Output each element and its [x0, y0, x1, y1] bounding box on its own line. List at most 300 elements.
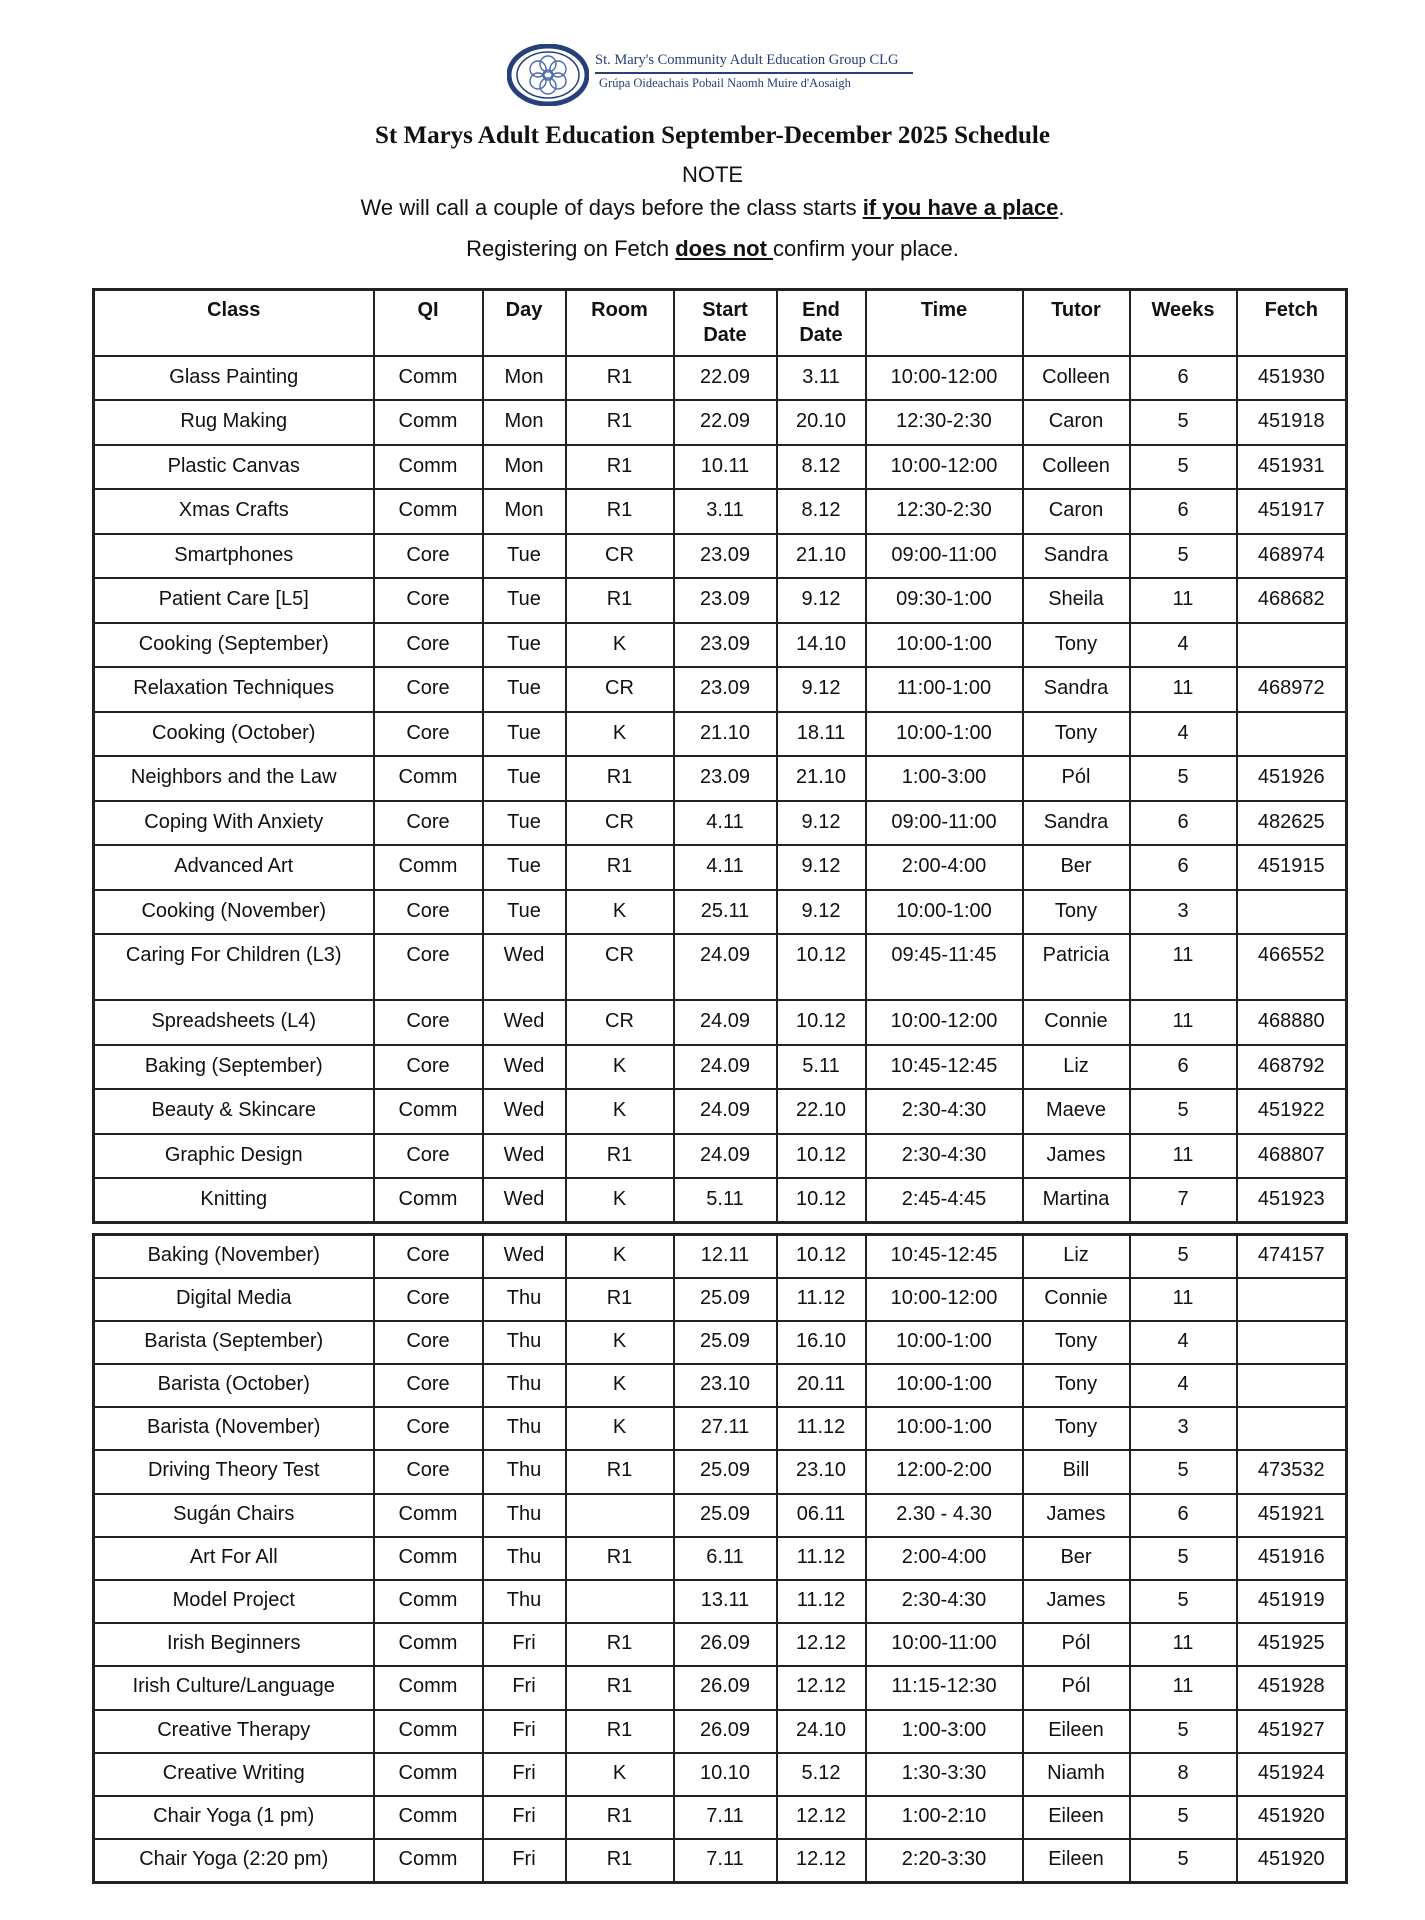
note-line-call-end: .: [1058, 195, 1065, 220]
cell-weeks: 11: [1130, 578, 1237, 623]
table-row: [94, 1580, 1347, 1623]
cell-room: R1: [566, 1839, 674, 1882]
cell-qi: Comm: [374, 756, 483, 801]
cell-class: Smartphones: [94, 534, 374, 579]
cell-weeks: 5: [1130, 445, 1237, 490]
cell-tutor: Colleen: [1023, 445, 1130, 490]
cell-tutor: Connie: [1023, 1278, 1130, 1321]
cell-day: Fri: [483, 1753, 566, 1796]
cell-fetch: [1237, 890, 1347, 935]
cell-day: Thu: [483, 1278, 566, 1321]
cell-class: Irish Beginners: [94, 1623, 374, 1666]
cell-class: Rug Making: [94, 400, 374, 445]
cell-start-date: 12.11: [674, 1235, 777, 1278]
table-row: [94, 623, 1347, 668]
cell-time: 10:00-1:00: [866, 623, 1023, 668]
cell-qi: Comm: [374, 400, 483, 445]
cell-weeks: 5: [1130, 534, 1237, 579]
cell-tutor: Pól: [1023, 756, 1130, 801]
cell-end-date: 10.12: [777, 1134, 866, 1179]
cell-qi: Core: [374, 1000, 483, 1045]
cell-day: Tue: [483, 712, 566, 757]
table-row: [94, 845, 1347, 890]
cell-qi: Comm: [374, 1666, 483, 1709]
cell-end-date: 12.12: [777, 1796, 866, 1839]
cell-day: Thu: [483, 1580, 566, 1623]
cell-tutor: Sandra: [1023, 534, 1130, 579]
table-row: [94, 1710, 1347, 1753]
column-header-qi: QI: [374, 290, 483, 356]
cell-tutor: Tony: [1023, 1364, 1130, 1407]
cell-end-date: 12.12: [777, 1839, 866, 1882]
cell-qi: Core: [374, 1045, 483, 1090]
cell-qi: Core: [374, 712, 483, 757]
table-row: [94, 890, 1347, 935]
cell-class: Barista (September): [94, 1321, 374, 1364]
cell-weeks: 6: [1130, 845, 1237, 890]
cell-fetch: 451927: [1237, 1710, 1347, 1753]
column-header-class: Class: [94, 290, 374, 356]
cell-end-date: 9.12: [777, 845, 866, 890]
cell-end-date: 9.12: [777, 667, 866, 712]
cell-day: Wed: [483, 1089, 566, 1134]
cell-fetch: 451921: [1237, 1494, 1347, 1537]
table-row: [94, 934, 1347, 1000]
table-row: [94, 1839, 1347, 1882]
cell-weeks: 6: [1130, 1045, 1237, 1090]
cell-tutor: Patricia: [1023, 934, 1130, 1000]
cell-start-date: 24.09: [674, 1089, 777, 1134]
cell-day: Thu: [483, 1537, 566, 1580]
cell-class: Digital Media: [94, 1278, 374, 1321]
cell-day: Fri: [483, 1666, 566, 1709]
cell-qi: Comm: [374, 489, 483, 534]
cell-end-date: 11.12: [777, 1278, 866, 1321]
cell-weeks: 5: [1130, 756, 1237, 801]
cell-day: Wed: [483, 1178, 566, 1223]
cell-start-date: 24.09: [674, 1000, 777, 1045]
table-row: [94, 1178, 1347, 1223]
cell-day: Wed: [483, 934, 566, 1000]
cell-fetch: [1237, 623, 1347, 668]
cell-qi: Core: [374, 890, 483, 935]
note-line-fetch-emphasis: does not: [675, 236, 774, 261]
cell-room: K: [566, 623, 674, 668]
cell-fetch: 451924: [1237, 1753, 1347, 1796]
cell-room: R1: [566, 1666, 674, 1709]
table-row: [94, 578, 1347, 623]
cell-room: K: [566, 1089, 674, 1134]
cell-room: R1: [566, 756, 674, 801]
cell-class: Barista (November): [94, 1407, 374, 1450]
cell-weeks: 7: [1130, 1178, 1237, 1223]
cell-room: R1: [566, 356, 674, 401]
cell-class: Cooking (October): [94, 712, 374, 757]
column-header-fetch: Fetch: [1237, 290, 1347, 356]
cell-time: 10:00-12:00: [866, 1000, 1023, 1045]
cell-fetch: [1237, 1407, 1347, 1450]
table-row: [94, 534, 1347, 579]
cell-tutor: Eileen: [1023, 1839, 1130, 1882]
cell-start-date: 26.09: [674, 1710, 777, 1753]
cell-start-date: 13.11: [674, 1580, 777, 1623]
cell-room: R1: [566, 489, 674, 534]
cell-fetch: 451915: [1237, 845, 1347, 890]
cell-fetch: 451920: [1237, 1796, 1347, 1839]
cell-room: CR: [566, 801, 674, 846]
cell-start-date: 3.11: [674, 489, 777, 534]
cell-class: Cooking (November): [94, 890, 374, 935]
cell-tutor: Bill: [1023, 1450, 1130, 1493]
cell-end-date: 12.12: [777, 1666, 866, 1709]
cell-tutor: Liz: [1023, 1235, 1130, 1278]
cell-end-date: 8.12: [777, 445, 866, 490]
cell-day: Thu: [483, 1450, 566, 1493]
cell-weeks: 6: [1130, 1494, 1237, 1537]
cell-day: Tue: [483, 667, 566, 712]
table-row: [94, 667, 1347, 712]
cell-class: Creative Writing: [94, 1753, 374, 1796]
column-header-weeks: Weeks: [1130, 290, 1237, 356]
cell-time: 09:00-11:00: [866, 801, 1023, 846]
table-row: [94, 756, 1347, 801]
cell-qi: Comm: [374, 845, 483, 890]
cell-tutor: Sheila: [1023, 578, 1130, 623]
cell-room: K: [566, 1235, 674, 1278]
table-row: [94, 1537, 1347, 1580]
cell-tutor: Sandra: [1023, 801, 1130, 846]
cell-room: [566, 1494, 674, 1537]
cell-qi: Core: [374, 1321, 483, 1364]
cell-day: Wed: [483, 1134, 566, 1179]
cell-qi: Core: [374, 667, 483, 712]
cell-weeks: 3: [1130, 890, 1237, 935]
cell-fetch: 473532: [1237, 1450, 1347, 1493]
cell-day: Tue: [483, 801, 566, 846]
cell-weeks: 6: [1130, 801, 1237, 846]
cell-qi: Comm: [374, 1537, 483, 1580]
cell-time: 2:30-4:30: [866, 1580, 1023, 1623]
cell-qi: Core: [374, 1364, 483, 1407]
cell-start-date: 7.11: [674, 1839, 777, 1882]
cell-weeks: 5: [1130, 1710, 1237, 1753]
cell-fetch: 468807: [1237, 1134, 1347, 1179]
cell-fetch: 451919: [1237, 1580, 1347, 1623]
cell-qi: Core: [374, 534, 483, 579]
cell-room: R1: [566, 578, 674, 623]
cell-day: Thu: [483, 1364, 566, 1407]
cell-qi: Core: [374, 1407, 483, 1450]
cell-end-date: 10.12: [777, 1235, 866, 1278]
cell-day: Wed: [483, 1235, 566, 1278]
cell-fetch: [1237, 1321, 1347, 1364]
logo-divider: [595, 72, 913, 74]
cell-class: Glass Painting: [94, 356, 374, 401]
cell-weeks: 5: [1130, 1450, 1237, 1493]
cell-end-date: 20.10: [777, 400, 866, 445]
cell-start-date: 23.09: [674, 667, 777, 712]
cell-fetch: 451917: [1237, 489, 1347, 534]
cell-day: Tue: [483, 534, 566, 579]
column-header-tutor: Tutor: [1023, 290, 1130, 356]
cell-time: 11:15-12:30: [866, 1666, 1023, 1709]
cell-tutor: Pól: [1023, 1623, 1130, 1666]
column-header-day: Day: [483, 290, 566, 356]
cell-weeks: 5: [1130, 1089, 1237, 1134]
org-name-english: St. Mary's Community Adult Education Group CLG: [595, 52, 899, 68]
schedule-table-part1: [92, 288, 1348, 1224]
cell-room: K: [566, 1045, 674, 1090]
cell-room: K: [566, 1178, 674, 1223]
table-row: [94, 1134, 1347, 1179]
cell-time: 1:30-3:30: [866, 1753, 1023, 1796]
cell-time: 10:00-1:00: [866, 1407, 1023, 1450]
cell-day: Fri: [483, 1623, 566, 1666]
schedule-table-part2: [92, 1233, 1348, 1884]
cell-qi: Core: [374, 1134, 483, 1179]
cell-tutor: Sandra: [1023, 667, 1130, 712]
cell-end-date: 24.10: [777, 1710, 866, 1753]
cell-end-date: 18.11: [777, 712, 866, 757]
cell-class: Spreadsheets (L4): [94, 1000, 374, 1045]
cell-day: Fri: [483, 1710, 566, 1753]
cell-tutor: James: [1023, 1580, 1130, 1623]
cell-tutor: Caron: [1023, 400, 1130, 445]
cell-qi: Comm: [374, 445, 483, 490]
cell-qi: Comm: [374, 1089, 483, 1134]
cell-room: CR: [566, 1000, 674, 1045]
cell-day: Thu: [483, 1321, 566, 1364]
cell-class: Irish Culture/Language: [94, 1666, 374, 1709]
cell-tutor: Tony: [1023, 1321, 1130, 1364]
cell-start-date: 23.09: [674, 578, 777, 623]
cell-class: Graphic Design: [94, 1134, 374, 1179]
cell-tutor: Eileen: [1023, 1710, 1130, 1753]
table-row: [94, 400, 1347, 445]
cell-end-date: 10.12: [777, 1000, 866, 1045]
cell-start-date: 10.11: [674, 445, 777, 490]
cell-class: Relaxation Techniques: [94, 667, 374, 712]
cell-end-date: 22.10: [777, 1089, 866, 1134]
cell-time: 10:00-1:00: [866, 890, 1023, 935]
cell-class: Caring For Children (L3): [94, 934, 374, 1000]
cell-time: 10:00-12:00: [866, 1278, 1023, 1321]
page-title: St Marys Adult Education September-December 2025 Schedule: [375, 122, 1050, 149]
cell-qi: Comm: [374, 1796, 483, 1839]
cell-start-date: 23.09: [674, 623, 777, 668]
cell-qi: Core: [374, 623, 483, 668]
cell-end-date: 11.12: [777, 1580, 866, 1623]
cell-weeks: 4: [1130, 712, 1237, 757]
cell-time: 2.30 - 4.30: [866, 1494, 1023, 1537]
cell-weeks: 11: [1130, 934, 1237, 1000]
cell-fetch: 468972: [1237, 667, 1347, 712]
cell-tutor: James: [1023, 1494, 1130, 1537]
cell-class: Model Project: [94, 1580, 374, 1623]
cell-time: 2:00-4:00: [866, 845, 1023, 890]
cell-time: 2:45-4:45: [866, 1178, 1023, 1223]
cell-fetch: [1237, 1364, 1347, 1407]
cell-fetch: [1237, 712, 1347, 757]
cell-weeks: 5: [1130, 400, 1237, 445]
cell-end-date: 21.10: [777, 756, 866, 801]
cell-end-date: 06.11: [777, 1494, 866, 1537]
cell-fetch: 468880: [1237, 1000, 1347, 1045]
cell-end-date: 12.12: [777, 1623, 866, 1666]
cell-weeks: 11: [1130, 1278, 1237, 1321]
cell-room: K: [566, 1364, 674, 1407]
cell-room: R1: [566, 845, 674, 890]
cell-end-date: 14.10: [777, 623, 866, 668]
cell-day: Mon: [483, 356, 566, 401]
cell-end-date: 9.12: [777, 578, 866, 623]
note-line-fetch-text: Registering on Fetch: [466, 236, 676, 261]
table-row: [94, 1364, 1347, 1407]
cell-weeks: 5: [1130, 1235, 1237, 1278]
cell-start-date: 21.10: [674, 712, 777, 757]
cell-room: K: [566, 1321, 674, 1364]
cell-tutor: Connie: [1023, 1000, 1130, 1045]
table-row: [94, 1000, 1347, 1045]
cell-day: Mon: [483, 489, 566, 534]
cell-day: Wed: [483, 1000, 566, 1045]
cell-weeks: 4: [1130, 1321, 1237, 1364]
cell-tutor: Ber: [1023, 845, 1130, 890]
cell-time: 12:00-2:00: [866, 1450, 1023, 1493]
cell-room: R1: [566, 1796, 674, 1839]
cell-start-date: 6.11: [674, 1537, 777, 1580]
table-row: [94, 1407, 1347, 1450]
cell-day: Tue: [483, 756, 566, 801]
cell-end-date: 9.12: [777, 801, 866, 846]
cell-fetch: 451916: [1237, 1537, 1347, 1580]
cell-tutor: Tony: [1023, 712, 1130, 757]
cell-time: 2:20-3:30: [866, 1839, 1023, 1882]
cell-tutor: Maeve: [1023, 1089, 1130, 1134]
cell-class: Coping With Anxiety: [94, 801, 374, 846]
cell-time: 2:00-4:00: [866, 1537, 1023, 1580]
table-row: [94, 1753, 1347, 1796]
cell-start-date: 23.09: [674, 534, 777, 579]
note-heading: NOTE: [681, 162, 744, 187]
cell-weeks: 5: [1130, 1537, 1237, 1580]
cell-end-date: 9.12: [777, 890, 866, 935]
cell-fetch: 451922: [1237, 1089, 1347, 1134]
cell-tutor: Pól: [1023, 1666, 1130, 1709]
table-row: [94, 1796, 1347, 1839]
cell-weeks: 5: [1130, 1839, 1237, 1882]
cell-tutor: Tony: [1023, 1407, 1130, 1450]
cell-start-date: 24.09: [674, 1134, 777, 1179]
cell-fetch: 451918: [1237, 400, 1347, 445]
cell-qi: Comm: [374, 356, 483, 401]
cell-tutor: Ber: [1023, 1537, 1130, 1580]
cell-day: Tue: [483, 890, 566, 935]
cell-time: 09:45-11:45: [866, 934, 1023, 1000]
cell-weeks: 11: [1130, 1000, 1237, 1045]
cell-tutor: Tony: [1023, 890, 1130, 935]
cell-fetch: 451923: [1237, 1178, 1347, 1223]
cell-room: CR: [566, 934, 674, 1000]
cell-end-date: 16.10: [777, 1321, 866, 1364]
cell-room: R1: [566, 1278, 674, 1321]
cell-qi: Core: [374, 801, 483, 846]
cell-weeks: 11: [1130, 1666, 1237, 1709]
cell-start-date: 4.11: [674, 801, 777, 846]
cell-weeks: 5: [1130, 1796, 1237, 1839]
cell-start-date: 23.10: [674, 1364, 777, 1407]
celtic-knot-logo-icon: [507, 44, 589, 106]
cell-qi: Core: [374, 578, 483, 623]
cell-time: 1:00-2:10: [866, 1796, 1023, 1839]
column-header-room: Room: [566, 290, 674, 356]
cell-time: 2:30-4:30: [866, 1089, 1023, 1134]
cell-time: 10:00-11:00: [866, 1623, 1023, 1666]
table-row: [94, 1666, 1347, 1709]
table-row: [94, 1278, 1347, 1321]
note-line-fetch: [0, 236, 1425, 262]
cell-weeks: 6: [1130, 489, 1237, 534]
cell-start-date: 25.09: [674, 1450, 777, 1493]
cell-tutor: Liz: [1023, 1045, 1130, 1090]
cell-room: R1: [566, 1134, 674, 1179]
cell-qi: Comm: [374, 1580, 483, 1623]
cell-tutor: Martina: [1023, 1178, 1130, 1223]
cell-fetch: 468682: [1237, 578, 1347, 623]
cell-start-date: 22.09: [674, 400, 777, 445]
cell-weeks: 5: [1130, 1580, 1237, 1623]
column-header-time: Time: [866, 290, 1023, 356]
cell-fetch: 466552: [1237, 934, 1347, 1000]
cell-day: Tue: [483, 623, 566, 668]
cell-end-date: 11.12: [777, 1537, 866, 1580]
column-header-end-date: End Date: [777, 290, 866, 356]
cell-room: [566, 1580, 674, 1623]
cell-start-date: 24.09: [674, 934, 777, 1000]
cell-end-date: 3.11: [777, 356, 866, 401]
table-row: [94, 1450, 1347, 1493]
cell-class: Art For All: [94, 1537, 374, 1580]
cell-class: Neighbors and the Law: [94, 756, 374, 801]
cell-fetch: 451925: [1237, 1623, 1347, 1666]
cell-day: Mon: [483, 445, 566, 490]
cell-end-date: 23.10: [777, 1450, 866, 1493]
cell-end-date: 11.12: [777, 1407, 866, 1450]
cell-time: 09:30-1:00: [866, 578, 1023, 623]
cell-end-date: 10.12: [777, 934, 866, 1000]
cell-weeks: 6: [1130, 356, 1237, 401]
cell-time: 09:00-11:00: [866, 534, 1023, 579]
cell-start-date: 26.09: [674, 1666, 777, 1709]
table-row: [94, 356, 1347, 401]
cell-qi: Comm: [374, 1839, 483, 1882]
cell-time: 10:45-12:45: [866, 1235, 1023, 1278]
cell-class: Cooking (September): [94, 623, 374, 668]
cell-room: K: [566, 1407, 674, 1450]
cell-room: K: [566, 1753, 674, 1796]
cell-start-date: 25.11: [674, 890, 777, 935]
note-line-call-emphasis: if you have a place: [862, 195, 1059, 220]
cell-end-date: 5.11: [777, 1045, 866, 1090]
cell-start-date: 5.11: [674, 1178, 777, 1223]
cell-qi: Comm: [374, 1753, 483, 1796]
cell-weeks: 11: [1130, 1623, 1237, 1666]
cell-tutor: Tony: [1023, 623, 1130, 668]
cell-start-date: 27.11: [674, 1407, 777, 1450]
cell-qi: Comm: [374, 1494, 483, 1537]
cell-qi: Comm: [374, 1178, 483, 1223]
cell-room: R1: [566, 1623, 674, 1666]
